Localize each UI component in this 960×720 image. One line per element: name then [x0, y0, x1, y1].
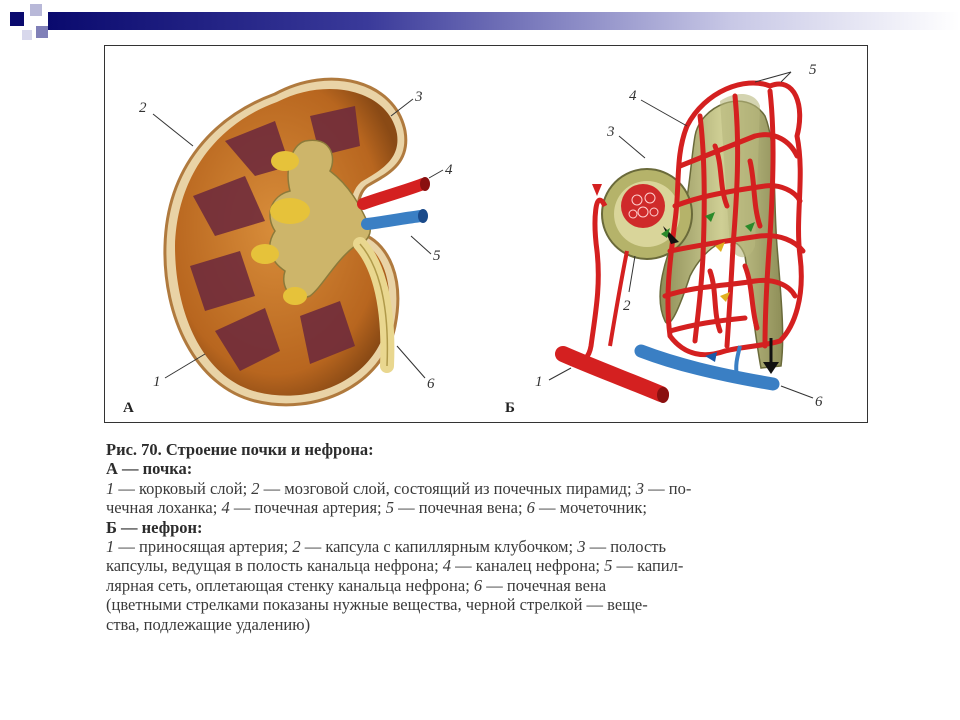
kidney-label-2: 2 — [139, 100, 147, 116]
kidney-diagram — [123, 79, 453, 416]
caption-note-line2: ства, подлежащие удалению) — [106, 614, 311, 634]
caption-note-line1: (цветными стрелками показаны нужные вещества, черной стрелкой — веще- — [106, 595, 648, 615]
calyx-3 — [251, 244, 279, 264]
glomerulus — [621, 184, 665, 228]
caption-b-line3: лярная сеть, оплетающая стенку канальца нефрона; 6 — почечная вена — [106, 575, 607, 595]
kidney-label-1: 1 — [153, 374, 161, 390]
caption-section-b: Б — нефрон: — [106, 517, 203, 537]
caption-b-line2: капсулы, ведущая в полость канальца нефрона; 4 — каналец нефрона; 5 — капил- — [106, 556, 684, 576]
afferent-artery — [575, 200, 605, 362]
figure-caption — [106, 440, 866, 634]
slide-header-decoration — [0, 0, 960, 48]
feeding-artery — [563, 354, 661, 394]
nephron-diagram — [505, 62, 823, 416]
header-square-2 — [30, 4, 42, 16]
figure-illustration — [105, 46, 867, 422]
feeding-artery-end — [657, 387, 669, 403]
calyx-2 — [270, 198, 310, 224]
renal-artery-end — [420, 177, 430, 191]
renal-vein — [367, 216, 421, 224]
caption-a-line1: 1 — корковый слой; 2 — мозговой слой, состоящий из почечных пирамид; 3 — по- — [106, 478, 692, 498]
panel-a-letter: А — [123, 400, 134, 416]
header-gradient-bar — [48, 12, 960, 30]
header-square-3 — [36, 26, 48, 38]
nephron-label-1: 1 — [535, 374, 543, 390]
calyx-4 — [283, 287, 307, 305]
nephron-label-2: 2 — [623, 298, 631, 314]
caption-a-line2: чечная лоханка; 4 — почечная артерия; 5 — почечная вена; 6 — мочеточник; — [106, 498, 647, 518]
caption-b-line1: 1 — приносящая артерия; 2 — капсула с капиллярным клубочком; 3 — полость — [106, 537, 667, 557]
nephron-label-6: 6 — [815, 394, 823, 410]
nephron-label-3: 3 — [607, 124, 615, 140]
panel-b-letter: Б — [505, 400, 515, 416]
caption-section-a: А — почка: — [106, 459, 193, 479]
nephron-label-4: 4 — [629, 88, 637, 104]
header-square-1 — [10, 12, 24, 26]
kidney-label-3: 3 — [415, 89, 423, 105]
kidney-label-6: 6 — [427, 376, 435, 392]
kidney-label-4: 4 — [445, 162, 453, 178]
figure-frame — [104, 45, 868, 423]
kidney-label-5: 5 — [433, 248, 441, 264]
artery-arrow — [592, 184, 602, 196]
renal-artery — [363, 184, 423, 204]
caption-title: Рис. 70. Строение почки и нефрона: — [106, 440, 374, 459]
nephron-label-5: 5 — [809, 62, 817, 78]
calyx-1 — [271, 151, 299, 171]
renal-vein-end — [418, 209, 428, 223]
header-square-4 — [22, 30, 32, 40]
